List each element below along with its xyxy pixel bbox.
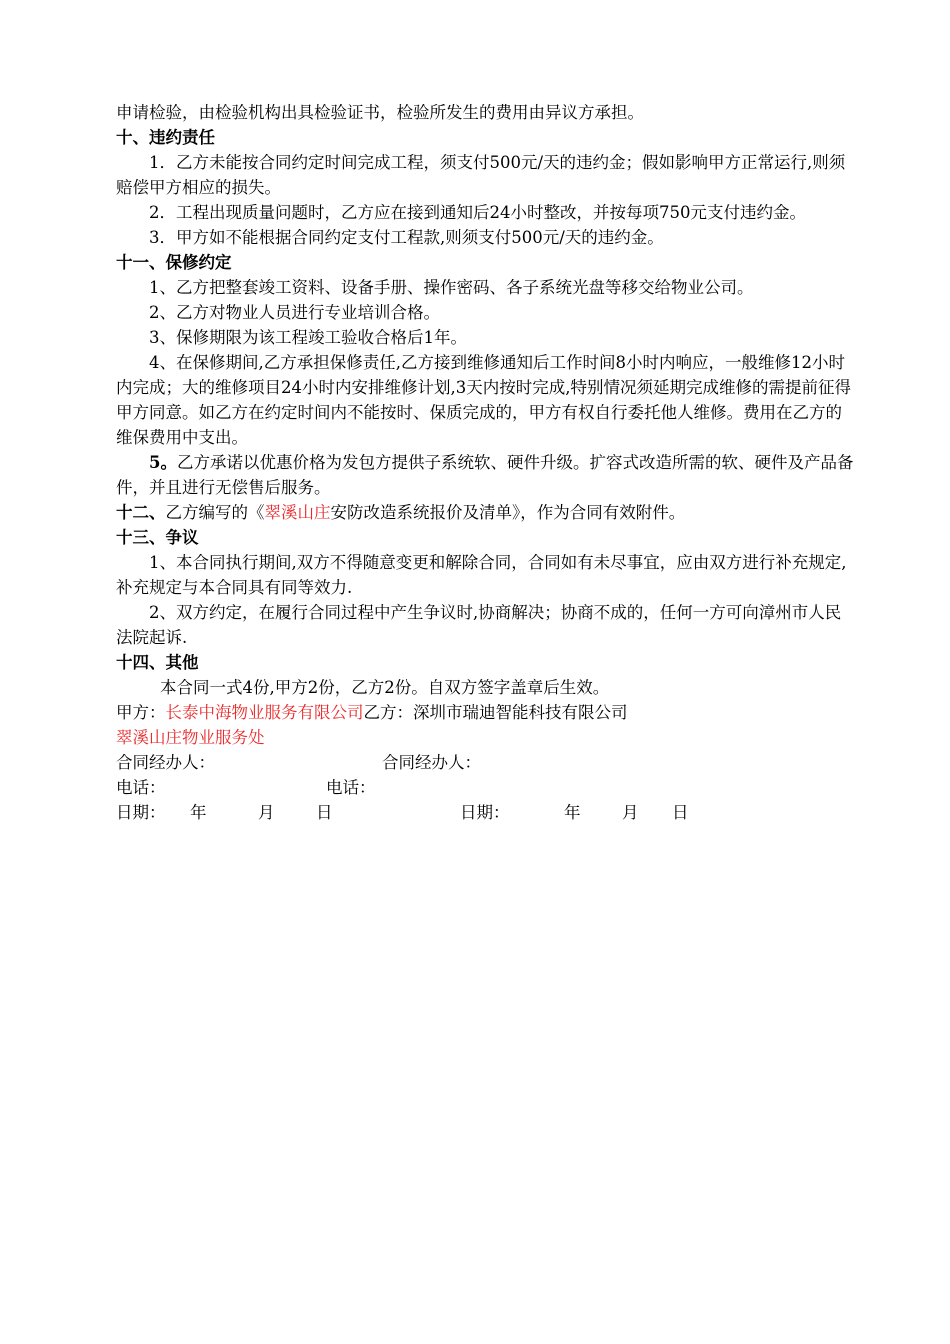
party-line bbox=[116, 700, 856, 725]
clause-text: 乙方承诺以优惠价格为发包方提供子系统软、硬件升级。扩容式改造所需的软、硬件及产品备件，并且进行无偿售后服务。 bbox=[116, 453, 854, 497]
date-a-day: 日 bbox=[316, 803, 333, 822]
clause-item: 本合同一式4份,甲方2份，乙方2份。自双方签字盖章后生效。 bbox=[160, 678, 610, 697]
party-b: 乙方：深圳市瑞迪智能科技有限公司 bbox=[363, 703, 628, 722]
clause-item: 3．甲方如不能根据合同约定支付工程款,则须支付500元/天的违约金。 bbox=[149, 228, 664, 247]
clause-item: 2、双方约定，在履行合同过程中产生争议时,协商解决；协商不成的，任何一方可向漳州市人民法院起诉. bbox=[116, 603, 842, 647]
clause-item: 1、本合同执行期间,双方不得随意变更和解除合同，合同如有未尽事宜，应由双方进行补充规定,补充规定与本合同具有同等效力. bbox=[116, 553, 847, 597]
date-a-month: 月 bbox=[258, 803, 275, 822]
phone-b-label: 电话： bbox=[326, 778, 376, 797]
clause-item: 1、乙方把整套竣工资料、设备手册、操作密码、各子系统光盘等移交给物业公司。 bbox=[149, 278, 754, 297]
section-text: 安防改造系统报价及清单》，作为合同有效附件。 bbox=[330, 503, 686, 522]
date-b-month: 月 bbox=[622, 803, 639, 822]
agent-a-label: 合同经办人： bbox=[116, 753, 215, 772]
project-name: 翠溪山庄 bbox=[264, 503, 331, 522]
date-b-year: 年 bbox=[564, 803, 581, 822]
date-a-year: 年 bbox=[190, 803, 207, 822]
clause-item: 1．乙方未能按合同约定时间完成工程，须支付500元/天的违约金；假如影响甲方正常运行,则须赔偿甲方相应的损失。 bbox=[116, 153, 846, 197]
date-b-day: 日 bbox=[672, 803, 689, 822]
section-heading: 十四、其他 bbox=[116, 653, 199, 672]
party-a-name-2: 翠溪山庄物业服务处 bbox=[116, 728, 265, 747]
date-b-label: 日期： bbox=[460, 803, 510, 822]
party-a-label: 甲方： bbox=[116, 703, 166, 722]
clause-item: 3、保修期限为该工程竣工验收合格后1年。 bbox=[149, 328, 467, 347]
clause-item bbox=[116, 450, 856, 500]
section-heading: 十、违约责任 bbox=[116, 128, 215, 147]
phone-a-label: 电话： bbox=[116, 778, 166, 797]
clause-item: 4、在保修期间,乙方承担保修责任,乙方接到维修通知后工作时间8小时内响应，一般维修12小时内完成；大的维修项目24小时内安排维修计划,3天内按时完成,特别情况须延期完成维修的需提前征得甲方同意。如乙方在约定时间内不能按时、保质完成的，甲方有权自行委托他人维修。费用在乙方的维保费用中支出。 bbox=[116, 353, 851, 447]
contract-body bbox=[116, 100, 856, 825]
agent-line bbox=[116, 750, 856, 775]
section-12 bbox=[116, 500, 856, 525]
clause-number: 5。 bbox=[149, 453, 177, 472]
section-text: 乙方编写的《 bbox=[165, 503, 265, 522]
phone-line bbox=[116, 775, 856, 800]
party-a-name: 长泰中海物业服务有限公司 bbox=[165, 703, 364, 722]
section-prefix: 十二、 bbox=[116, 503, 166, 522]
clause-item: 2、乙方对物业人员进行专业培训合格。 bbox=[149, 303, 440, 322]
section-heading: 十三、争议 bbox=[116, 528, 199, 547]
section-heading: 十一、保修约定 bbox=[116, 253, 232, 272]
paragraph: 申请检验，由检验机构出具检验证书，检验所发生的费用由异议方承担。 bbox=[116, 103, 644, 122]
date-line bbox=[116, 800, 856, 825]
date-a-label: 日期： bbox=[116, 803, 166, 822]
agent-b-label: 合同经办人： bbox=[382, 753, 481, 772]
clause-item: 2．工程出现质量问题时，乙方应在接到通知后24小时整改，并按每项750元支付违约金。 bbox=[149, 203, 806, 222]
